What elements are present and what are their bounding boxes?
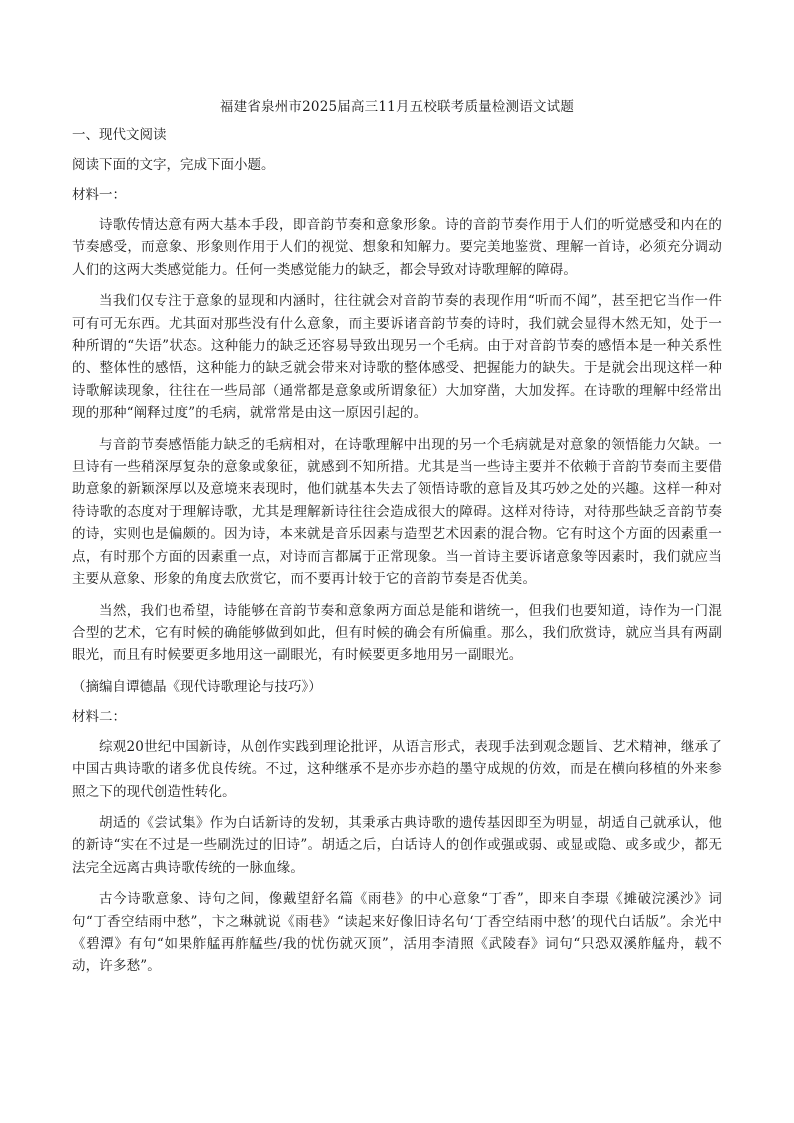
material-1-paragraph: 诗歌传情达意有两大基本手段，即音韵节奏和意象形象。诗的音韵节奏作用于人们的听觉感受和内在的节奏感受，而意象、形象则作用于人们的视觉、想象和知解力。要完美地鉴赏、理解一首诗，必须充分调动人们的这两大类感觉能力。任何一类感觉能力的缺乏，都会导致对诗歌理解的障碍。 <box>72 217 722 278</box>
material-1-paragraph: 当我们仅专注于意象的显现和内涵时，往往就会对音韵节奏的表现作用“听而不闻”，甚至把它当作一件可有可无东西。尤其面对那些没有什么意象，而主要诉诸音韵节奏的诗时，我们就会显得木然无知，处于一种所谓的“失语”状态。这种能力的缺乏还容易导致出现另一个毛病。由于对音韵节奏的感悟本是一种关系性的、整体性的感悟，这种能力的缺乏就会带来对诗歌的整体感受、把握能力的缺失。于是就会出现这样一种诗歌解读现象，往往在一些局部（通常都是意象或所谓象征）大加穿凿，大加发挥。在诗歌的理解中经常出现的那种“阐释过度”的毛病，就常常是由这一原因引起的。 <box>72 293 722 422</box>
material-1-source: （摘编自谭德晶《现代诗歌理论与技巧》） <box>72 678 322 695</box>
material-2-label: 材料二： <box>72 708 126 725</box>
material-2-paragraph: 综观20世纪中国新诗，从创作实践到理论批评，从语言形式，表现手法到观念题旨、艺术精神，继承了中国古典诗歌的诸多优良传统。不过，这种继承不是亦步亦趋的墨守成规的仿效，而是在横向移植的外来参照之下的现代创造性转化。 <box>72 738 722 800</box>
material-1-paragraph: 与音韵节奏感悟能力缺乏的毛病相对，在诗歌理解中出现的另一个毛病就是对意象的领悟能力欠缺。一旦诗有一些稍深厚复杂的意象或象征，就感到不知所措。尤其是当一些诗主要并不依赖于音韵节奏而主要借助意象的新颖深厚以及意境来表现时，他们就基本失去了领悟诗歌的意旨及其巧妙之处的兴趣。这样一种对待诗歌的态度对于理解诗歌，尤其是理解新诗往往会造成很大的障碍。这样对待诗，对待那些缺乏音韵节奏的诗，实则也是偏颇的。因为诗，本来就是音乐因素与造型艺术因素的混合物。它有时这个方面的因素重一点，有时那个方面的因素重一点，对诗而言都属于正常现象。当一首诗主要诉诸意象等因素时，我们就应当主要从意象、形象的角度去欣赏它，而不要再计较于它的音韵节奏是否优美。 <box>72 436 722 588</box>
material-2-paragraph: 胡适的《尝试集》作为白话新诗的发轫，其秉承古典诗歌的遗传基因即至为明显，胡适自己就承认，他的新诗“实在不过是一些刷洗过的旧诗”。胡适之后，白话诗人的创作或强或弱、或显或隐、或多或少，都无法完全远离古典诗歌传统的一脉血缘。 <box>72 814 722 876</box>
document-page <box>72 96 722 987</box>
instruction-text: 阅读下面的文字，完成下面小题。 <box>72 157 275 173</box>
material-1-paragraph: 当然，我们也希望，诗能够在音韵节奏和意象两方面总是能和谐统一，但我们也要知道，诗作为一门混合型的艺术，它有时候的确能够做到如此，但有时候的确会有所偏重。那么，我们欣赏诗，就应当具有两副眼光，而且有时候要更多地用这一副眼光，有时候要更多地用另一副眼光。 <box>72 602 722 664</box>
material-2-paragraph: 古今诗歌意象、诗句之间，像戴望舒名篇《雨巷》的中心意象“丁香”，即来自李璟《摊破浣溪沙》词句“丁香空结雨中愁”，卞之琳就说《雨巷》“读起来好像旧诗名句‘丁香空结雨中愁’的现代白话版”。余光中《碧潭》有句“如果舴艋再舴艋些/我的忧伤就灭顶”，活用李清照《武陵春》词句“只恐双溪舴艋舟，载不动，许多愁”。 <box>72 891 722 975</box>
material-1-label: 材料一： <box>72 187 126 203</box>
section-heading: 一、现代文阅读 <box>72 127 167 143</box>
page-title: 福建省泉州市2025届高三11月五校联考质量检测语文试题 <box>219 99 575 115</box>
